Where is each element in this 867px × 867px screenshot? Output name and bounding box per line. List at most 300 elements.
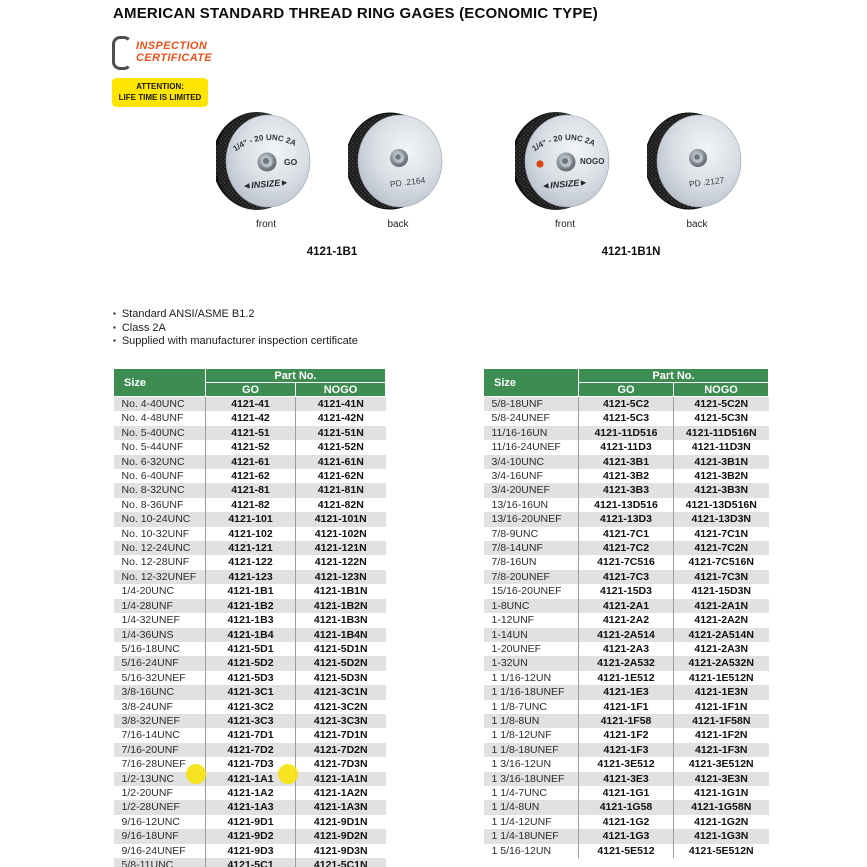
- nogo-cell: 4121-3B2N: [674, 469, 769, 483]
- figure-pair-go: [216, 110, 448, 258]
- go-cell: 4121-9D2: [206, 829, 296, 843]
- go-cell: 4121-5E512: [579, 844, 674, 858]
- go-cell: 4121-3B2: [579, 469, 674, 483]
- gage-back-go-image: [348, 110, 448, 212]
- table-row: [484, 728, 769, 742]
- bullet-text: Class 2A: [121, 321, 166, 334]
- size-cell: 1/4-32UNEF: [121, 614, 180, 627]
- go-cell: 4121-1A2: [206, 786, 296, 800]
- nogo-cell: 4121-5D1N: [296, 642, 386, 656]
- go-cell: 4121-81: [206, 483, 296, 497]
- size-cell: 1-14UN: [491, 628, 528, 641]
- size-cell: 7/16-28UNEF: [121, 758, 186, 771]
- table-row: [484, 440, 769, 454]
- go-cell: 4121-13D3: [579, 512, 674, 526]
- size-cell: 1-32UN: [491, 657, 528, 670]
- nogo-cell: 4121-1F1N: [674, 700, 769, 714]
- nogo-marking: NOGO: [580, 157, 605, 166]
- table-row: [114, 426, 386, 440]
- table-row: [484, 599, 769, 613]
- size-cell: 11/16-24UNEF: [491, 441, 561, 454]
- size-cell: 5/16-24UNF: [121, 657, 179, 670]
- size-cell: 1/2-13UNC: [121, 772, 175, 785]
- size-cell: 1 1/8-8UN: [491, 714, 540, 727]
- size-cell: 5/8-18UNF: [491, 398, 543, 410]
- go-cell: 4121-123: [206, 570, 296, 584]
- table-row: [484, 743, 769, 757]
- nogo-cell: 4121-2A3N: [674, 642, 769, 656]
- gage-back-go: [348, 110, 448, 230]
- table-row: [114, 757, 386, 771]
- go-cell: 4121-1F58: [579, 714, 674, 728]
- bullet-icon: ▪: [113, 309, 116, 318]
- table-row: [114, 628, 386, 642]
- bullet-text: Supplied with manufacturer inspection certificate: [121, 335, 358, 347]
- certificate-line2: CERTIFICATE: [136, 52, 213, 64]
- gage-size-marking: 1/4" - 20 UNC 2A: [231, 132, 298, 154]
- size-cell: 1 1/8-18UNEF: [491, 743, 559, 756]
- size-cell: No. 6-40UNF: [121, 470, 184, 483]
- gage-size-marking: 1/4" - 20 UNC 2A: [530, 132, 597, 154]
- table-row: [484, 411, 769, 425]
- table-row: [484, 700, 769, 714]
- nogo-cell: 4121-2A532N: [674, 656, 769, 670]
- size-cell: 7/16-14UNC: [121, 729, 180, 742]
- size-cell: 1/4-36UNS: [121, 628, 174, 641]
- size-cell: No. 12-32UNEF: [121, 570, 197, 583]
- size-cell: 1/4-20UNC: [121, 585, 175, 598]
- nogo-cell: 4121-5E512N: [674, 844, 769, 858]
- go-cell: 4121-1E512: [579, 671, 674, 685]
- part-table-left: [113, 368, 386, 867]
- go-cell: 4121-1B3: [206, 613, 296, 627]
- go-cell: 4121-11D516: [579, 426, 674, 440]
- table-row: [114, 483, 386, 497]
- nogo-cell: 4121-7C3N: [674, 570, 769, 584]
- table-row: [114, 613, 386, 627]
- go-cell: 4121-15D3: [579, 584, 674, 598]
- nogo-cell: 4121-3C3N: [296, 714, 386, 728]
- nogo-cell: 4121-1A2N: [296, 786, 386, 800]
- nogo-cell: 4121-1G58N: [674, 800, 769, 814]
- table-row: [484, 541, 769, 555]
- size-cell: 9/16-24UNEF: [121, 844, 186, 857]
- go-cell: 4121-3B1: [579, 455, 674, 469]
- go-cell: 4121-1E3: [579, 685, 674, 699]
- certificate-icon: [112, 36, 132, 70]
- go-cell: 4121-2A532: [579, 656, 674, 670]
- size-cell: No. 4-48UNF: [121, 412, 184, 425]
- nogo-cell: 4121-42N: [296, 411, 386, 425]
- table-row: [484, 815, 769, 829]
- nogo-cell: 4121-5C1N: [296, 858, 386, 867]
- nogo-cell: 4121-13D516N: [674, 498, 769, 512]
- front-label: front: [255, 219, 276, 230]
- nogo-cell: 4121-11D516N: [674, 426, 769, 440]
- nogo-cell: 4121-5C3N: [674, 411, 769, 425]
- nogo-cell: 4121-3C1N: [296, 685, 386, 699]
- gage-back-nogo: [647, 110, 747, 230]
- size-cell: No. 8-36UNF: [121, 498, 184, 511]
- go-cell: 4121-5D3: [206, 671, 296, 685]
- size-cell: 11/16-16UN: [491, 426, 548, 439]
- nogo-cell: 4121-3E3N: [674, 772, 769, 786]
- go-cell: 4121-5C1: [206, 858, 296, 867]
- nogo-cell: 4121-7C1N: [674, 527, 769, 541]
- go-cell: 4121-5C2: [579, 397, 674, 412]
- figure-part-number: 4121-1B1N: [601, 246, 661, 258]
- table-row: [114, 455, 386, 469]
- go-cell: 4121-1F3: [579, 743, 674, 757]
- nogo-cell: 4121-121N: [296, 541, 386, 555]
- nogo-cell: 4121-2A514N: [674, 628, 769, 642]
- bullet-item: [113, 335, 358, 349]
- size-cell: No. 10-32UNF: [121, 527, 190, 540]
- go-cell: 4121-3E512: [579, 757, 674, 771]
- nogo-cell: 4121-1G3N: [674, 829, 769, 843]
- back-label: back: [387, 219, 409, 230]
- nogo-cell: 4121-11D3N: [674, 440, 769, 454]
- table-row: [484, 671, 769, 685]
- go-cell: 4121-3C2: [206, 700, 296, 714]
- go-cell: 4121-13D516: [579, 498, 674, 512]
- nogo-cell: 4121-1B1N: [296, 584, 386, 598]
- table-row: [484, 772, 769, 786]
- size-cell: No. 12-24UNC: [121, 542, 191, 555]
- size-cell: 1 1/8-12UNF: [491, 729, 552, 742]
- go-cell: 4121-122: [206, 555, 296, 569]
- nogo-cell: 4121-51N: [296, 426, 386, 440]
- nogo-cell: 4121-9D3N: [296, 844, 386, 858]
- go-cell: 4121-1F1: [579, 700, 674, 714]
- nogo-cell: 4121-7D3N: [296, 757, 386, 771]
- table-row: [484, 426, 769, 440]
- gage-front-nogo: [515, 110, 615, 230]
- size-cell: 1 5/16-12UN: [491, 844, 552, 857]
- size-cell: No. 12-28UNF: [121, 556, 190, 569]
- nogo-cell: 4121-5D3N: [296, 671, 386, 685]
- table-row: [114, 527, 386, 541]
- go-cell: 4121-1G58: [579, 800, 674, 814]
- go-cell: 4121-5D2: [206, 656, 296, 670]
- back-label: back: [686, 219, 708, 230]
- go-cell: 4121-1A3: [206, 800, 296, 814]
- spec-bullet-list: [113, 308, 358, 349]
- go-cell: 4121-11D3: [579, 440, 674, 454]
- nogo-cell: 4121-7C2N: [674, 541, 769, 555]
- go-cell: 4121-2A3: [579, 642, 674, 656]
- table-row: [114, 700, 386, 714]
- nogo-cell: 4121-5C2N: [674, 397, 769, 412]
- insize-logo: ◄INSIZE►: [540, 176, 589, 192]
- nogo-cell: 4121-3B3N: [674, 483, 769, 497]
- go-cell: 4121-101: [206, 512, 296, 526]
- nogo-cell: 4121-3C2N: [296, 700, 386, 714]
- size-cell: 7/8-16UN: [491, 556, 537, 569]
- gage-back-nogo-image: [647, 110, 747, 212]
- size-cell: 5/16-18UNC: [121, 642, 180, 655]
- size-cell: 1/4-28UNF: [121, 599, 173, 612]
- nogo-cell: 4121-1B4N: [296, 628, 386, 642]
- nogo-cell: 4121-7D1N: [296, 728, 386, 742]
- nogo-cell: 4121-9D1N: [296, 815, 386, 829]
- nogo-cell: 4121-102N: [296, 527, 386, 541]
- go-cell: 4121-41: [206, 397, 296, 412]
- attention-badge: [112, 78, 208, 107]
- bullet-icon: ▪: [113, 336, 116, 345]
- table-row: [114, 570, 386, 584]
- table-row: [484, 656, 769, 670]
- go-cell: 4121-7C1: [579, 527, 674, 541]
- go-cell: 4121-51: [206, 426, 296, 440]
- nogo-cell: 4121-61N: [296, 455, 386, 469]
- go-cell: 4121-9D1: [206, 815, 296, 829]
- nogo-cell: 4121-1G2N: [674, 815, 769, 829]
- table-row: [484, 397, 769, 412]
- go-header: GO: [579, 383, 674, 397]
- go-cell: 4121-1G2: [579, 815, 674, 829]
- part-table-right: [483, 368, 769, 858]
- go-cell: 4121-1B1: [206, 584, 296, 598]
- size-cell: No. 5-44UNF: [121, 441, 184, 454]
- table-row: [484, 757, 769, 771]
- go-cell: 4121-121: [206, 541, 296, 555]
- table-row: [114, 671, 386, 685]
- size-cell: 7/16-20UNF: [121, 743, 179, 756]
- size-cell: 3/4-20UNEF: [491, 484, 550, 497]
- size-cell: 1 1/4-8UN: [491, 801, 540, 814]
- table-row: [484, 527, 769, 541]
- table-row: [114, 728, 386, 742]
- nogo-cell: 4121-1G1N: [674, 786, 769, 800]
- inspection-certificate-badge: [112, 36, 212, 70]
- nogo-cell: 4121-62N: [296, 469, 386, 483]
- nogo-cell: 4121-2A2N: [674, 613, 769, 627]
- table-row: [114, 800, 386, 814]
- size-header: Size: [114, 369, 206, 397]
- size-cell: 1-8UNC: [491, 599, 530, 612]
- table-row: [484, 642, 769, 656]
- table-row: [484, 498, 769, 512]
- size-header: Size: [484, 369, 579, 397]
- highlight-dot: [186, 764, 206, 784]
- size-cell: No. 10-24UNC: [121, 513, 191, 526]
- table-row: [114, 555, 386, 569]
- table-row: [114, 397, 386, 412]
- go-cell: 4121-52: [206, 440, 296, 454]
- size-cell: 1 1/4-12UNF: [491, 815, 552, 828]
- go-marking: GO: [284, 157, 298, 167]
- go-cell: 4121-1G3: [579, 829, 674, 843]
- gage-front-go: [216, 110, 316, 230]
- go-cell: 4121-2A1: [579, 599, 674, 613]
- bullet-text: Standard ANSI/ASME B1.2: [121, 308, 255, 320]
- nogo-cell: 4121-81N: [296, 483, 386, 497]
- nogo-cell: 4121-5D2N: [296, 656, 386, 670]
- nogo-cell: 4121-41N: [296, 397, 386, 412]
- nogo-cell: 4121-1E3N: [674, 685, 769, 699]
- size-cell: 1 3/16-18UNEF: [491, 772, 565, 785]
- go-cell: 4121-61: [206, 455, 296, 469]
- size-cell: 1 1/4-7UNC: [491, 786, 547, 799]
- size-cell: 1-12UNF: [491, 614, 535, 627]
- size-cell: 5/16-32UNEF: [121, 671, 186, 684]
- go-cell: 4121-7C2: [579, 541, 674, 555]
- nogo-cell: 4121-101N: [296, 512, 386, 526]
- size-cell: 3/4-16UNF: [491, 470, 543, 483]
- nogo-cell: 4121-1B3N: [296, 613, 386, 627]
- table-row: [114, 469, 386, 483]
- go-cell: 4121-42: [206, 411, 296, 425]
- go-cell: 4121-1F2: [579, 728, 674, 742]
- nogo-red-dot-icon: [536, 160, 543, 167]
- go-cell: 4121-5D1: [206, 642, 296, 656]
- table-row: [114, 656, 386, 670]
- go-cell: 4121-1B2: [206, 599, 296, 613]
- size-cell: 1-20UNEF: [491, 642, 542, 655]
- size-cell: 9/16-12UNC: [121, 815, 180, 828]
- attention-line1: ATTENTION:: [136, 81, 184, 91]
- go-cell: 4121-62: [206, 469, 296, 483]
- go-cell: 4121-1B4: [206, 628, 296, 642]
- size-cell: 13/16-20UNEF: [491, 513, 562, 526]
- table-row: [484, 628, 769, 642]
- nogo-cell: 4121-1F58N: [674, 714, 769, 728]
- go-cell: 4121-3E3: [579, 772, 674, 786]
- table-row: [114, 440, 386, 454]
- table-row: [484, 555, 769, 569]
- go-cell: 4121-1G1: [579, 786, 674, 800]
- go-header: GO: [206, 383, 296, 397]
- table-row: [114, 512, 386, 526]
- table-row: [484, 512, 769, 526]
- nogo-cell: 4121-123N: [296, 570, 386, 584]
- nogo-cell: 4121-15D3N: [674, 584, 769, 598]
- nogo-cell: 4121-9D2N: [296, 829, 386, 843]
- table-row: [114, 829, 386, 843]
- go-cell: 4121-3B3: [579, 483, 674, 497]
- go-cell: 4121-9D3: [206, 844, 296, 858]
- size-cell: 1 1/16-12UN: [491, 671, 552, 684]
- table-row: [114, 584, 386, 598]
- table-row: [114, 714, 386, 728]
- go-cell: 4121-82: [206, 498, 296, 512]
- go-cell: 4121-7C3: [579, 570, 674, 584]
- gage-front-nogo-image: [515, 110, 615, 212]
- gage-front-go-image: [216, 110, 316, 212]
- go-cell: 4121-7D1: [206, 728, 296, 742]
- bullet-icon: ▪: [113, 322, 116, 332]
- table-row: [484, 685, 769, 699]
- table-row: [484, 455, 769, 469]
- table-row: [114, 498, 386, 512]
- table-row: [484, 613, 769, 627]
- size-cell: 7/8-20UNEF: [491, 570, 550, 583]
- table-row: [114, 411, 386, 425]
- bullet-item: [113, 322, 358, 336]
- table-row: [484, 570, 769, 584]
- figure-part-number: 4121-1B1: [306, 246, 358, 258]
- size-cell: No. 6-32UNC: [121, 455, 185, 468]
- nogo-cell: 4121-1F2N: [674, 728, 769, 742]
- table-row: [114, 815, 386, 829]
- nogo-cell: 4121-2A1N: [674, 599, 769, 613]
- nogo-header: NOGO: [674, 383, 769, 397]
- size-cell: No. 5-40UNC: [121, 426, 185, 439]
- size-cell: 1/2-28UNEF: [121, 801, 180, 814]
- go-cell: 4121-7D2: [206, 743, 296, 757]
- table-row: [114, 685, 386, 699]
- size-cell: 15/16-20UNEF: [491, 585, 562, 598]
- table-row: [484, 844, 769, 858]
- table-row: [114, 541, 386, 555]
- size-cell: 1 1/8-7UNC: [491, 700, 547, 713]
- table-row: [114, 786, 386, 800]
- go-cell: 4121-3C1: [206, 685, 296, 699]
- size-cell: 3/4-10UNC: [491, 455, 545, 468]
- size-cell: 5/8-11UNC: [121, 859, 174, 867]
- certificate-line1: INSPECTION: [136, 40, 208, 53]
- size-cell: 3/8-16UNC: [121, 686, 175, 699]
- bullet-item: [113, 308, 358, 322]
- figure-pair-nogo: [515, 110, 747, 258]
- nogo-cell: 4121-1A3N: [296, 800, 386, 814]
- nogo-cell: 4121-1F3N: [674, 743, 769, 757]
- table-row: [114, 743, 386, 757]
- size-cell: 5/8-24UNEF: [491, 412, 550, 425]
- nogo-cell: 4121-52N: [296, 440, 386, 454]
- table-row: [484, 469, 769, 483]
- size-cell: 13/16-16UN: [491, 498, 549, 511]
- nogo-cell: 4121-1A1N: [296, 772, 386, 786]
- size-cell: 7/8-14UNF: [491, 542, 543, 555]
- nogo-cell: 4121-1E512N: [674, 671, 769, 685]
- size-cell: 1 1/16-18UNEF: [491, 686, 565, 699]
- partno-header: Part No.: [206, 369, 386, 383]
- go-cell: 4121-7C516: [579, 555, 674, 569]
- pd-marking: PD .2164: [389, 174, 426, 190]
- highlight-dot: [278, 764, 298, 784]
- table-row: [114, 858, 386, 867]
- size-cell: 1 3/16-12UN: [491, 758, 552, 771]
- nogo-header: NOGO: [296, 383, 386, 397]
- attention-line2: LIFE TIME IS LIMITED: [118, 92, 202, 102]
- nogo-cell: 4121-1B2N: [296, 599, 386, 613]
- table-row: [114, 599, 386, 613]
- table-row: [484, 584, 769, 598]
- table-row: [484, 786, 769, 800]
- nogo-cell: 4121-7D2N: [296, 743, 386, 757]
- nogo-cell: 4121-7C516N: [674, 555, 769, 569]
- size-cell: 1/2-20UNF: [121, 786, 173, 799]
- table-row: [484, 829, 769, 843]
- partno-header: Part No.: [579, 369, 769, 383]
- nogo-cell: 4121-3E512N: [674, 757, 769, 771]
- nogo-cell: 4121-13D3N: [674, 512, 769, 526]
- table-row: [114, 642, 386, 656]
- size-cell: 9/16-18UNF: [121, 830, 179, 843]
- table-row: [484, 714, 769, 728]
- nogo-cell: 4121-122N: [296, 555, 386, 569]
- front-label: front: [554, 219, 575, 230]
- size-cell: No. 8-32UNC: [121, 484, 185, 497]
- table-row: [114, 772, 386, 786]
- go-cell: 4121-5C3: [579, 411, 674, 425]
- nogo-cell: 4121-82N: [296, 498, 386, 512]
- table-row: [484, 483, 769, 497]
- go-cell: 4121-7D3: [206, 757, 296, 771]
- nogo-cell: 4121-3B1N: [674, 455, 769, 469]
